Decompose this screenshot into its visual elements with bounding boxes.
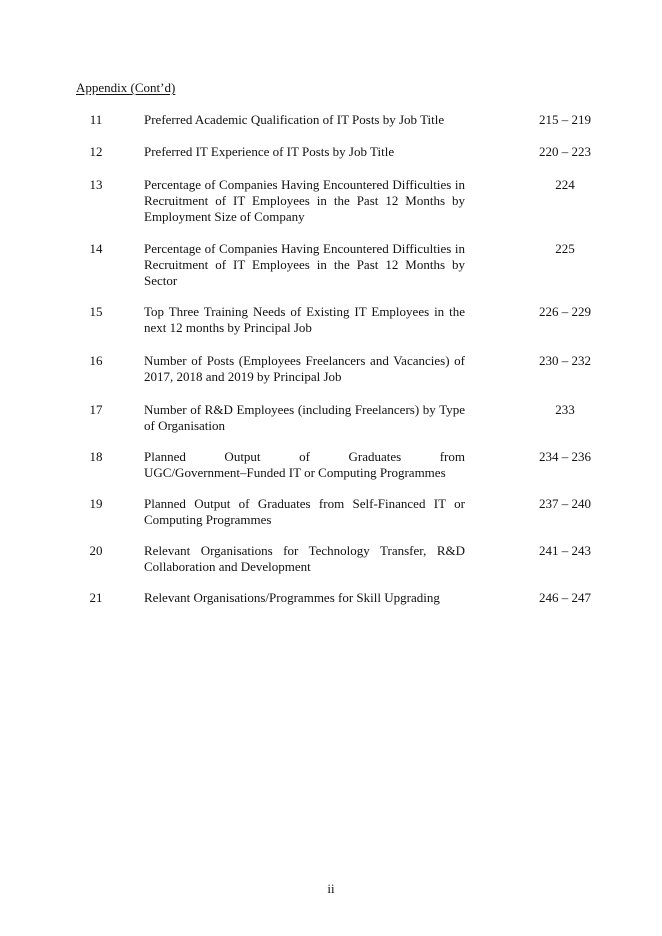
page-number: ii — [327, 881, 335, 896]
page-range: 230 – 232 — [539, 353, 591, 368]
item-title-line: Planned Output of Graduates from — [144, 449, 465, 464]
item-title: Relevant Organisations for Technology Transfer, R&D Collaboration and Development — [144, 543, 465, 574]
page-range: 237 – 240 — [539, 496, 591, 511]
item-title: Top Three Training Needs of Existing IT Employees in the next 12 months by Principal Job — [144, 304, 465, 335]
item-number: 13 — [89, 177, 103, 192]
item-number: 14 — [89, 241, 103, 256]
item-title-line: UGC/Government–Funded IT or Computing Programmes — [144, 465, 446, 480]
page-range: 215 – 219 — [539, 112, 591, 127]
item-title: Percentage of Companies Having Encountered Difficulties in Recruitment of IT Employees in the Past 12 Months by Sector — [144, 241, 465, 288]
page-range: 224 — [555, 177, 575, 192]
item-number: 20 — [89, 543, 103, 558]
item-title: Planned Output of Graduates from Self-Financed IT or Computing Programmes — [144, 496, 465, 527]
item-number: 17 — [89, 402, 103, 417]
page-range: 220 – 223 — [539, 144, 591, 159]
page-range: 241 – 243 — [539, 543, 591, 558]
page-range: 225 — [555, 241, 575, 256]
item-number: 21 — [89, 590, 103, 605]
page-range: 246 – 247 — [539, 590, 591, 605]
item-number: 11 — [89, 112, 103, 127]
item-title: Number of R&D Employees (including Freelancers) by Type of Organisation — [144, 402, 465, 433]
appendix-heading: Appendix (Cont’d) — [76, 80, 176, 95]
page-range: 226 – 229 — [539, 304, 591, 319]
item-number: 15 — [89, 304, 103, 319]
item-title: Preferred IT Experience of IT Posts by Job Title — [144, 144, 395, 159]
item-title: Percentage of Companies Having Encountered Difficulties in Recruitment of IT Employees in the Past 12 Months by Employment Size of Company — [144, 177, 465, 224]
item-title: Preferred Academic Qualification of IT Posts by Job Title — [144, 112, 445, 127]
page-range: 234 – 236 — [539, 449, 591, 464]
item-number: 18 — [89, 449, 103, 464]
page-range: 233 — [555, 402, 575, 417]
item-number: 12 — [89, 144, 103, 159]
item-title: Relevant Organisations/Programmes for Skill Upgrading — [144, 590, 440, 605]
item-title: Number of Posts (Employees Freelancers and Vacancies) of 2017, 2018 and 2019 by Principal Job — [144, 353, 465, 384]
item-number: 19 — [89, 496, 103, 511]
item-title — [144, 449, 465, 481]
item-number: 16 — [89, 353, 103, 368]
